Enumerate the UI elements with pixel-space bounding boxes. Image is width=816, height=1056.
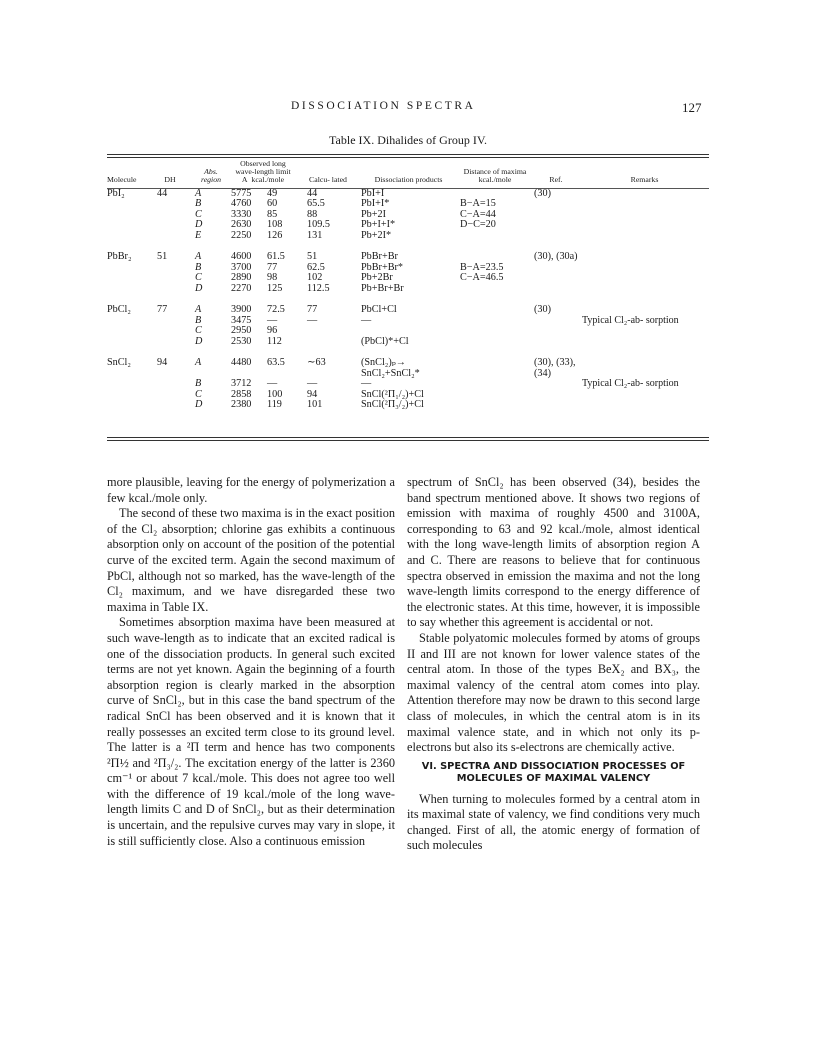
header-molecule: Molecule: [107, 160, 155, 188]
cell-dh: [155, 390, 185, 401]
cell-products: SnCl(²Π₁/₂)+Cl: [361, 388, 424, 400]
cell-molecule: [107, 326, 155, 337]
right-paragraph: When turning to molecules formed by a central atom in its maximal state of valency, we find conditions very much changed. First of all, the atomic energy of formation of such molecules: [407, 791, 700, 853]
header-abs-region: Abs. region: [185, 160, 229, 188]
cell-kcal: —: [267, 378, 278, 390]
cell-calculated: ∼63: [307, 357, 326, 369]
cell-ref: [532, 199, 580, 210]
cell-ref: (30), (30a): [534, 251, 578, 263]
header-observed-title: Observed long wave-length limit: [235, 159, 291, 177]
header-calculated: Calcu- lated: [297, 160, 351, 188]
cell-products: (PbCl)*+Cl: [361, 335, 409, 347]
cell-abs-region: D: [195, 399, 203, 411]
cell-abs-region: A: [195, 187, 202, 199]
cell-abs-region: D: [195, 335, 203, 347]
cell-distance: [458, 284, 532, 295]
table-body: [107, 188, 709, 411]
cell-ref: (30), (33),: [534, 357, 576, 369]
cell-distance: C−A=44: [460, 208, 496, 220]
cell-ref: (30): [534, 187, 551, 199]
section-heading: VI. SPECTRA AND DISSOCIATION PROCESSES OF MOLECULES OF MAXIMAL VALENCY: [421, 760, 686, 785]
cell-ref: [532, 326, 580, 337]
cell-molecule: [107, 379, 155, 390]
cell-distance: C−A=46.5: [460, 272, 504, 284]
cell-calculated: 112.5: [307, 282, 330, 294]
cell-abs-region: C: [195, 272, 202, 284]
cell-dh: 77: [157, 304, 168, 316]
cell-abs-region: E: [195, 229, 202, 241]
cell-molecule: [107, 231, 155, 242]
cell-kcal: 98: [267, 272, 278, 284]
cell-remarks: [580, 273, 709, 284]
cell-remarks: [580, 390, 709, 401]
cell-molecule: [107, 390, 155, 401]
cell-distance: [458, 305, 532, 316]
cell-dh: 44: [157, 187, 168, 199]
cell-distance: [458, 358, 532, 369]
cell-dh: 94: [157, 357, 168, 369]
cell-molecule: [107, 199, 155, 210]
cell-remarks: [580, 400, 709, 411]
cell-remarks: [580, 284, 709, 295]
table-bottom-rule-2: [107, 440, 709, 441]
table-bottom-rule: [107, 437, 709, 438]
cell-kcal: 72.5: [267, 304, 285, 316]
cell-calculated: [297, 326, 351, 337]
cell-kcal: 96: [267, 325, 278, 337]
cell-molecule: [107, 337, 155, 348]
cell-dh: [155, 284, 185, 295]
cell-remarks: [580, 337, 709, 348]
cell-ref: [532, 400, 580, 411]
cell-wavelength: 4480: [231, 357, 252, 369]
cell-dh: [155, 199, 185, 210]
header-remarks: Remarks: [580, 160, 709, 188]
cell-kcal: 85: [267, 208, 278, 220]
cell-wavelength: 5775: [231, 187, 252, 199]
cell-dh: [155, 231, 185, 242]
cell-abs-region: A: [195, 251, 202, 263]
table-row: [107, 337, 709, 348]
cell-products: Pb+Br+Br: [361, 282, 404, 294]
dihalides-table: [107, 160, 709, 411]
table-top-rule-2: [107, 157, 709, 158]
cell-dh: [155, 400, 185, 411]
header-kcal: kcal./mole: [251, 175, 285, 185]
cell-kcal: 77: [267, 261, 278, 273]
cell-wavelength: 2858: [231, 388, 252, 400]
cell-remarks: [580, 358, 709, 369]
cell-calculated: [297, 337, 351, 348]
cell-molecule: [107, 369, 155, 380]
cell-products: PbBr+Br: [361, 251, 398, 263]
cell-ref: [532, 284, 580, 295]
cell-distance: [458, 390, 532, 401]
page-number: 127: [682, 100, 702, 115]
cell-wavelength: 2890: [231, 272, 252, 284]
table-row: [107, 284, 709, 295]
cell-wavelength: 4600: [231, 251, 252, 263]
header-ref: Ref.: [532, 160, 580, 188]
cell-kcal: 61.5: [267, 251, 285, 263]
cell-molecule: [107, 273, 155, 284]
cell-molecule: [107, 263, 155, 274]
cell-products: PbI+I*: [361, 198, 390, 210]
cell-kcal: 100: [267, 388, 283, 400]
cell-products: PbI+I: [361, 187, 385, 199]
cell-calculated: 44: [307, 187, 318, 199]
cell-wavelength: 3330: [231, 208, 252, 220]
cell-dh: [155, 220, 185, 231]
header-dissociation-products: Dissociation products: [351, 160, 458, 188]
cell-abs-region: C: [195, 388, 202, 400]
cell-ref: [532, 210, 580, 221]
cell-calculated: 94: [307, 388, 318, 400]
cell-wavelength: 4760: [231, 198, 252, 210]
cell-calculated: 51: [307, 251, 318, 263]
cell-kcal: 63.5: [267, 357, 285, 369]
running-title: DISSOCIATION SPECTRA: [291, 100, 476, 112]
cell-products: PbCl+Cl: [361, 304, 397, 316]
cell-dh: [155, 210, 185, 221]
cell-distance: [458, 316, 532, 327]
cell-wavelength: 2530: [231, 335, 252, 347]
cell-molecule: [107, 400, 155, 411]
table-header-row: [107, 160, 709, 188]
table-caption: Table IX. Dihalides of Group IV.: [329, 133, 487, 147]
cell-wavelength: 2270: [231, 282, 252, 294]
cell-kcal: 125: [267, 282, 283, 294]
cell-kcal: 60: [267, 198, 278, 210]
cell-kcal: 49: [267, 187, 278, 199]
cell-calculated: —: [307, 314, 318, 326]
cell-remarks: [580, 252, 709, 263]
cell-dh: 51: [157, 251, 168, 263]
cell-products: Pb+2I: [361, 208, 386, 220]
cell-products: Pb+2I*: [361, 229, 392, 241]
cell-products: Pb+I+I*: [361, 219, 396, 231]
cell-abs-region: C: [195, 208, 202, 220]
cell-remarks: [580, 263, 709, 274]
table-row: [107, 231, 709, 242]
cell-ref: [532, 337, 580, 348]
cell-remarks: Typical Cl₂-ab- sorption: [582, 378, 679, 390]
cell-molecule: SnCl₂: [107, 357, 131, 369]
cell-kcal: —: [267, 314, 278, 326]
cell-dh: [155, 273, 185, 284]
cell-molecule: [107, 284, 155, 295]
left-column: [107, 475, 395, 849]
cell-dh: [155, 263, 185, 274]
cell-dh: [155, 326, 185, 337]
cell-molecule: [107, 210, 155, 221]
cell-remarks: [580, 326, 709, 337]
cell-calculated: 62.5: [307, 261, 325, 273]
cell-abs-region: B: [195, 314, 202, 326]
cell-products: SnCl₂+SnCl₂*: [361, 367, 420, 379]
cell-molecule: [107, 220, 155, 231]
cell-wavelength: 3475: [231, 314, 252, 326]
cell-abs-region: B: [195, 198, 202, 210]
right-column: [407, 475, 700, 854]
cell-calculated: 88: [307, 208, 318, 220]
cell-wavelength: 2380: [231, 399, 252, 411]
cell-kcal: 126: [267, 229, 283, 241]
right-paragraph: Stable polyatomic molecules formed by atoms of groups II and III are not known for lower valence states of the central atom. In those of the types BeX₂ and BX₃, the maximal valency of the central atom comes into play. Attention therefore may now be drawn to this second large class of molecules, in which the central atom is in its maximal valence state, and in which not only its p-electrons but also its s-electrons are chemically active.: [407, 630, 700, 755]
left-paragraph: Sometimes absorption maxima have been measured at such wave-length as to indicate that an excited radical is one of the dissociation products. In general such excited terms are not yet known. Again the beginning of a fourth absorption region is clearly marked in the absorption curve of SnCl₂, but in this case the band spectrum of the radical SnCl has been observed and it is known that it really possesses an excited term close to its ground level. The latter is a ²Π term and hence has two components ²Π½ and ²Π₃/₂. The excitation energy of the latter is 2360 cm⁻¹ or about 7 kcal./mole. This does not agree too well with the difference of 19 kcal./mole of the long wave-length limits C and D of SnCl₂, but as their determination is uncertain, and the repulsive curves may vary in slope, it is still sufficiently close. Also a continuous emission: [107, 615, 395, 848]
cell-remarks: [580, 220, 709, 231]
cell-ref: [532, 231, 580, 242]
cell-ref: [532, 220, 580, 231]
cell-ref: [532, 379, 580, 390]
cell-dh: [155, 379, 185, 390]
cell-distance: [458, 369, 532, 380]
cell-dh: [155, 337, 185, 348]
left-paragraph: more plausible, leaving for the energy of polymerization a few kcal./mole only.: [107, 475, 395, 505]
cell-products: PbBr+Br*: [361, 261, 403, 273]
left-paragraph: The second of these two maxima is in the exact position of the Cl₂ absorption; chlorine gas exhibits a continuous absorption only on account of the position of the potential curve of the excited term. Again the second maximum of PbCl, although not so marked, has the wave-length of the Cl₂ maximum, and we have disregarded these two maxima in Table IX.: [107, 506, 395, 614]
cell-abs-region: D: [195, 219, 203, 231]
cell-remarks: Typical Cl₂-ab- sorption: [582, 314, 679, 326]
table-row: [107, 400, 709, 411]
cell-remarks: [580, 188, 709, 199]
cell-distance: B−A=15: [460, 198, 496, 210]
cell-abs-region: B: [195, 261, 202, 273]
cell-ref: (30): [534, 304, 551, 316]
cell-calculated: 77: [307, 304, 318, 316]
cell-dh: [155, 316, 185, 327]
cell-products: —: [361, 378, 372, 390]
cell-remarks: [580, 231, 709, 242]
cell-ref: [532, 316, 580, 327]
right-paragraph: spectrum of SnCl₂ has been observed (34), besides the band spectrum mentioned above. It shows two regions of emission with maxima of roughly 4500 and 3100A, corresponding to 63 and 92 kcal./mole, almost identical with the long wave-length limits of absorption region A and C. There are reasons to believe that for continuous spectra observed in emission the maxima and not the long wave-length limits correspond to the energy difference of the electronic states. At this time, however, it is impossible to say whether this agreement is accidental or not.: [407, 475, 700, 630]
cell-abs-region: [185, 369, 229, 380]
header-dh: DH: [155, 160, 185, 188]
cell-molecule: PbCl₂: [107, 304, 131, 316]
cell-ref: [532, 273, 580, 284]
cell-molecule: PbBr₂: [107, 251, 132, 263]
cell-products: —: [361, 314, 372, 326]
cell-distance: [458, 326, 532, 337]
cell-abs-region: A: [195, 357, 202, 369]
cell-abs-region: D: [195, 282, 203, 294]
cell-abs-region: B: [195, 378, 202, 390]
cell-products: (SnCl₂)ₚ→: [361, 357, 406, 369]
cell-distance: B−A=23.5: [460, 261, 504, 273]
cell-molecule: [107, 316, 155, 327]
cell-kcal: 108: [267, 219, 283, 231]
cell-molecule: PbI₂: [107, 187, 125, 199]
cell-calculated: 101: [307, 399, 323, 411]
table-top-rule: [107, 154, 709, 155]
cell-calculated: 65.5: [307, 198, 325, 210]
cell-dh: [155, 369, 185, 380]
cell-wavelength: 2250: [231, 229, 252, 241]
cell-remarks: [580, 199, 709, 210]
header-angstrom: A: [241, 175, 248, 185]
cell-products: Pb+2Br: [361, 272, 393, 284]
cell-ref: [532, 263, 580, 274]
header-distance: Distance of maxima kcal./mole: [458, 160, 532, 188]
running-head: [0, 100, 816, 120]
cell-calculated: 109.5: [307, 219, 330, 231]
cell-wavelength: 3900: [231, 304, 252, 316]
cell-abs-region: C: [195, 325, 202, 337]
cell-distance: [458, 400, 532, 411]
cell-distance: [458, 231, 532, 242]
cell-ref: [532, 390, 580, 401]
cell-kcal: 112: [267, 335, 282, 347]
cell-kcal: 119: [267, 399, 282, 411]
header-observed: [229, 160, 297, 188]
cell-distance: D−C=20: [460, 219, 496, 231]
cell-wavelength: 3700: [231, 261, 252, 273]
cell-distance: [458, 379, 532, 390]
cell-calculated: [297, 369, 351, 380]
cell-remarks: [580, 210, 709, 221]
cell-distance: [458, 337, 532, 348]
cell-calculated: 102: [307, 272, 323, 284]
cell-wavelength: 2950: [231, 325, 252, 337]
cell-calculated: 131: [307, 229, 323, 241]
cell-ref: (34): [534, 367, 551, 379]
cell-products: SnCl(²Π₃/₂)+Cl: [361, 399, 424, 411]
cell-wavelength: 2630: [231, 219, 252, 231]
cell-wavelength: 3712: [231, 378, 252, 390]
cell-abs-region: A: [195, 304, 202, 316]
cell-calculated: —: [307, 378, 318, 390]
